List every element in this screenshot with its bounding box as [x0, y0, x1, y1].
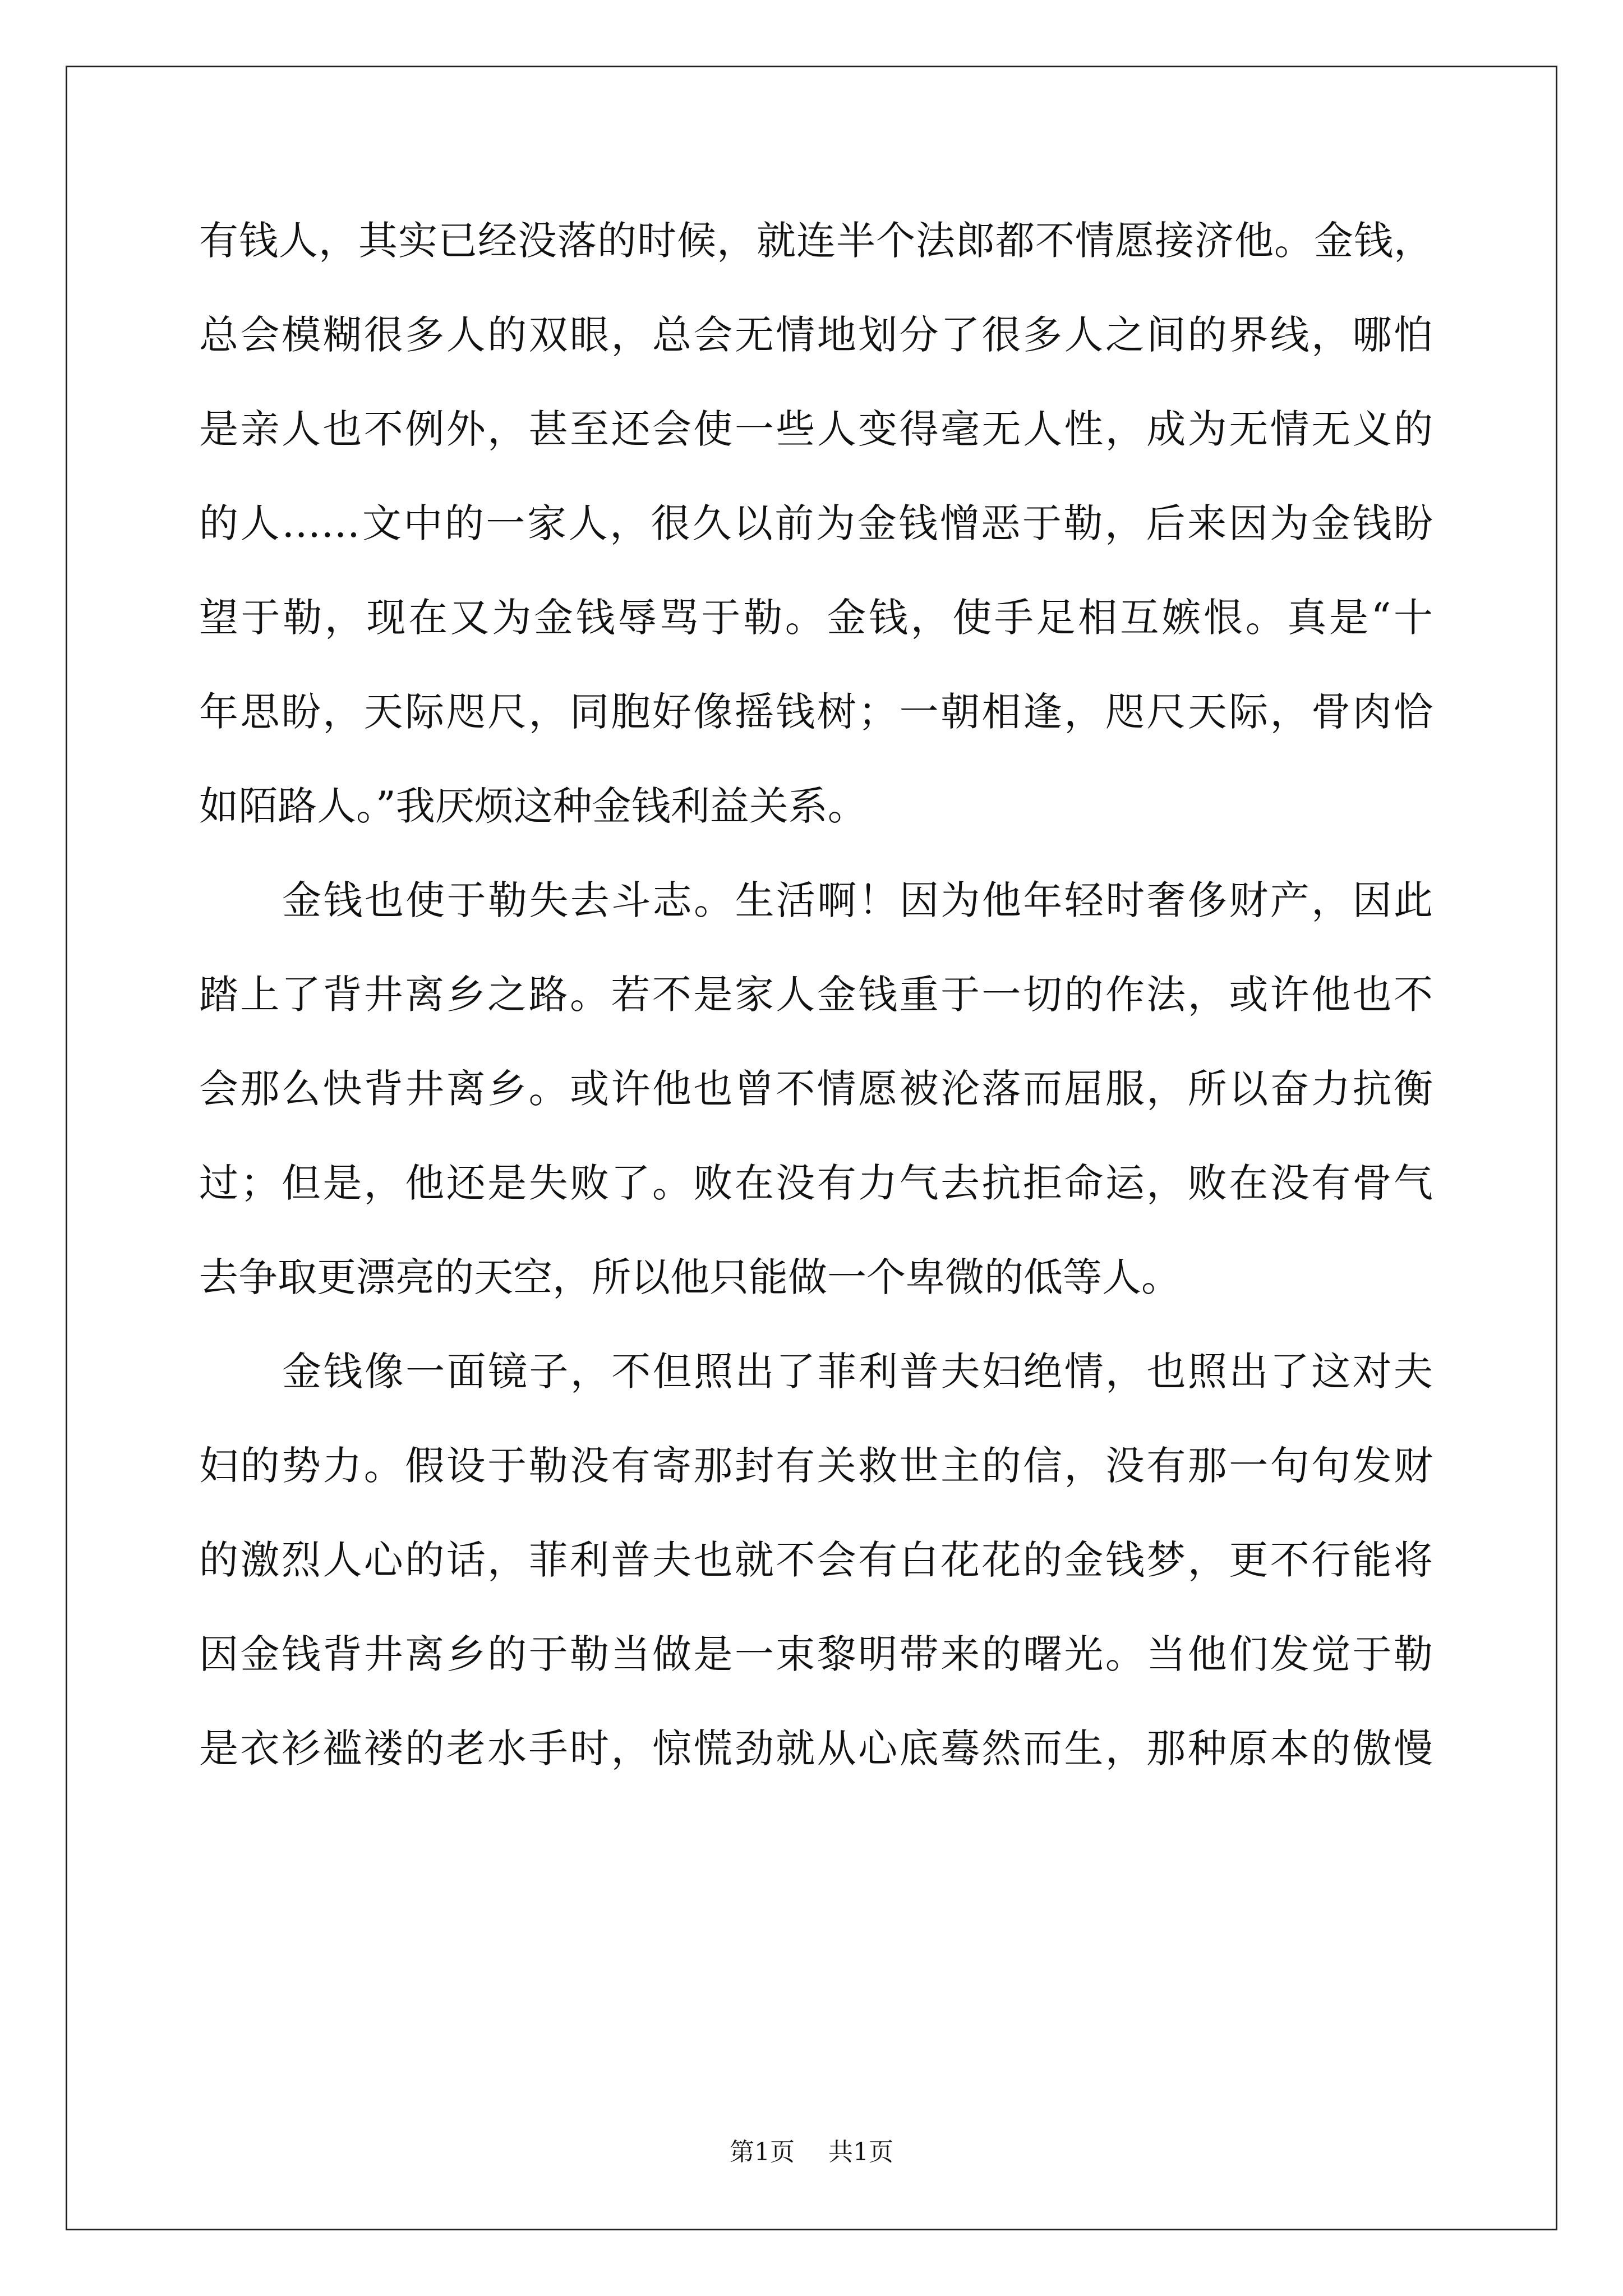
text-line: 会那么快背井离乡。或许他也曾不情愿被沦落而屈服，所以奋力抗衡 — [199, 1066, 1433, 1112]
text-line: 的人……文中的一家人，很久以前为金钱憎恶于勒，后来因为金钱盼 — [199, 500, 1433, 546]
paragraph-start-line: 金钱也使于勒失去斗志。生活啊！因为他年轻时奢侈财产，因此 — [282, 877, 1433, 923]
paragraph-start-line: 金钱像一面镜子，不但照出了菲利普夫妇绝情，也照出了这对夫 — [282, 1349, 1433, 1395]
body-text — [199, 194, 1433, 1796]
text-line: 有钱人，其实已经没落的时候，就连半个法郎都不情愿接济他。金钱， — [199, 218, 1433, 264]
text-line: 如陌路人。”我厌烦这种金钱利益关系。 — [199, 783, 867, 829]
text-line: 因金钱背井离乡的于勒当做是一束黎明带来的曙光。当他们发觉于勒 — [199, 1631, 1433, 1677]
text-line: 是亲人也不例外，甚至还会使一些人变得毫无人性，成为无情无义的 — [199, 406, 1433, 452]
text-line: 的激烈人心的话，菲利普夫也就不会有白花花的金钱梦，更不行能将 — [199, 1537, 1433, 1583]
text-line: 是衣衫褴褛的老水手时，惊慌劲就从心底蓦然而生，那种原本的傲慢 — [199, 1726, 1433, 1772]
page-number-current: 第1页 — [730, 2138, 795, 2166]
page-number-total: 共1页 — [828, 2138, 893, 2166]
text-line: 过；但是，他还是失败了。败在没有力气去抗拒命运，败在没有骨气 — [199, 1160, 1433, 1206]
text-line: 年思盼，天际咫尺，同胞好像摇钱树；一朝相逢，咫尺天际，骨肉恰 — [199, 689, 1433, 735]
page-footer — [0, 2132, 1623, 2168]
text-line: 踏上了背井离乡之路。若不是家人金钱重于一切的作法，或许他也不 — [199, 972, 1433, 1018]
text-line: 去争取更漂亮的天空，所以他只能做一个卑微的低等人。 — [199, 1254, 1181, 1300]
text-line: 望于勒，现在又为金钱辱骂于勒。金钱，使手足相互嫉恨。真是“十 — [199, 595, 1433, 641]
text-line: 妇的势力。假设于勒没有寄那封有关救世主的信，没有那一句句发财 — [199, 1443, 1433, 1489]
text-line: 总会模糊很多人的双眼，总会无情地划分了很多人之间的界线，哪怕 — [199, 312, 1433, 358]
